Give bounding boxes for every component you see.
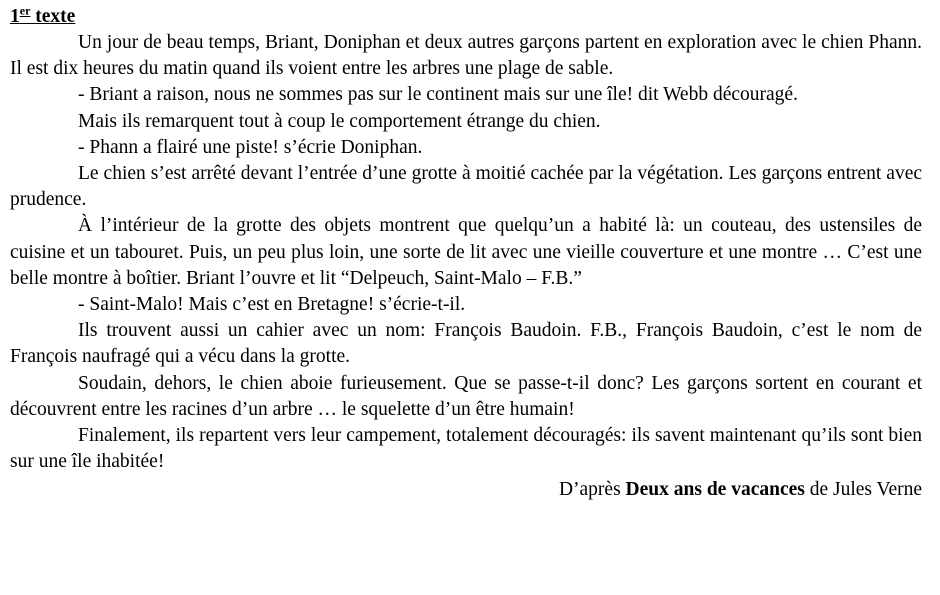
paragraph-7: - Saint-Malo! Mais c’est en Bretagne! s’écrie-t-il. [78, 294, 466, 316]
source-attribution [10, 477, 922, 503]
heading-word: texte [35, 6, 76, 27]
attribution-suffix: de Jules Verne [804, 479, 922, 501]
paragraph-1: Un jour de beau temps, Briant, Doniphan et deux autres garçons partent en exploration avec le chien Phann. Il est dix heures du matin quand ils voient entre les arbres une plage de sable. [10, 32, 922, 80]
heading-superscript: er [19, 3, 31, 18]
attribution-prefix: D’après [558, 479, 626, 501]
story-body [10, 30, 922, 475]
paragraph-6: À l’intérieur de la grotte des objets montrent que quelqu’un a habité là: un couteau, des ustensiles de cuisine et un tabouret. Puis, un peu plus loin, une sorte de lit avec une vieille couverture et une montre … C’est une belle montre à boîtier. Briant l’ouvre et lit “Delpeuch, Saint-Malo – F.B.” [10, 215, 922, 289]
book-title: Deux ans de vacances [625, 479, 805, 501]
paragraph-10: Finalement, ils repartent vers leur campement, totalement découragés: ils savent maintenant qu’ils sont bien sur une île ihabitée! [10, 425, 922, 473]
paragraph-2: - Briant a raison, nous ne sommes pas sur le continent mais sur une île! dit Webb découragé. [78, 84, 798, 106]
paragraph-4: - Phann a flairé une piste! s’écrie Doniphan. [78, 136, 423, 158]
paragraph-8: Ils trouvent aussi un cahier avec un nom: François Baudoin. F.B., François Baudoin, c’est le nom de François naufragé qui a vécu dans la grotte. [10, 320, 922, 368]
paragraph-9: Soudain, dehors, le chien aboie furieusement. Que se passe-t-il donc? Les garçons sortent en courant et découvrent entre les racines d’un arbre … le squelette d’un être humain! [10, 372, 922, 420]
paragraph-3: Mais ils remarquent tout à coup le comportement étrange du chien. [78, 110, 601, 132]
section-heading [10, 4, 922, 30]
heading-number: 1 [10, 6, 20, 27]
paragraph-5: Le chien s’est arrêté devant l’entrée d’une grotte à moitié cachée par la végétation. Les garçons entrent avec prudence. [10, 163, 922, 211]
